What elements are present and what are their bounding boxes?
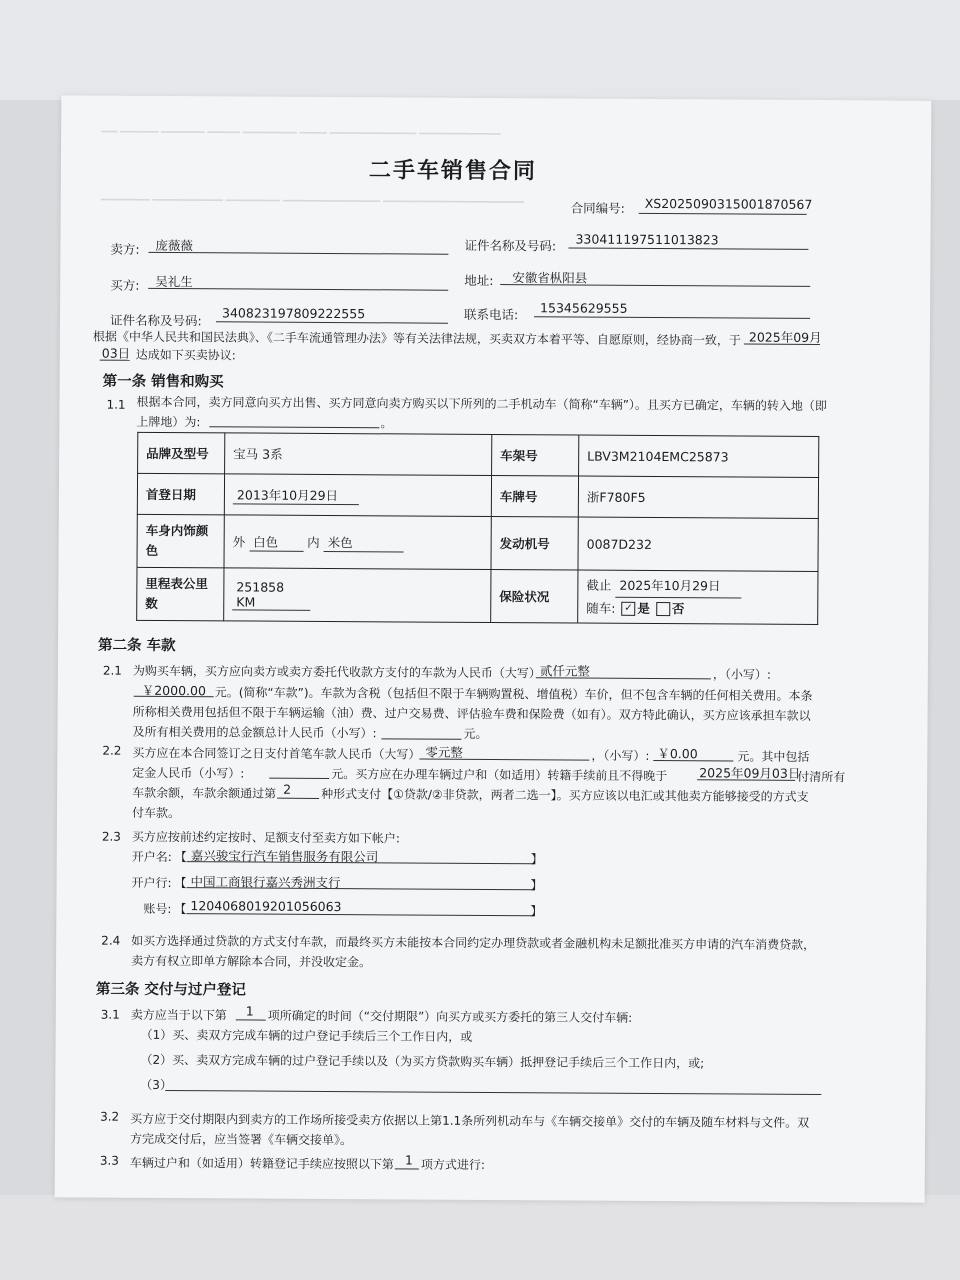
brand-value (225, 433, 492, 476)
clause-1-1-line-1: 根据本合同，卖方同意向买方出售、买方同意向卖方购买以下所列的二手机动车（简称“车辆”）。且买方已确定，车辆的转入地（即 (136, 394, 827, 414)
bleed-through-text: ━━━━━━━━━ ━━━━━━━━━━━━━ ━━━━━━━━━━ ━━━━━━━━━━━━━━━━━━ ━━━━━━━━━━━━━━━━━━━━━━━━━━ (100, 195, 525, 209)
plate: 浙F780F5 (586, 489, 646, 505)
preamble-date-2: 03日 (101, 345, 131, 361)
contract-no: XS2025090315001870567 (644, 195, 813, 212)
brand: 宝马 3系 (233, 446, 283, 462)
clause-3-2-b: 方完成交付后，应当签署《车辆交接单》。 (129, 1131, 353, 1148)
insurance-follow-label: 随车: (586, 600, 616, 616)
payment-way: 2 (283, 781, 292, 797)
color-label (137, 514, 224, 568)
insurance-no-checkbox[interactable] (656, 602, 670, 616)
color-value (224, 515, 491, 570)
vehicle-table (136, 432, 819, 625)
clause-2-1-b: ，（小写）: (712, 667, 771, 682)
clause-2-2-number: 2.2 (102, 743, 122, 758)
insurance-until: 2025年10月29日 (615, 574, 741, 598)
inner-color-label: 内 (307, 534, 320, 550)
account-no-label: 账号: (143, 901, 172, 917)
outer-color: 白色 (249, 532, 303, 551)
clause-2-3-number: 2.3 (101, 829, 121, 844)
clause-2-1-a: 为购买车辆，买方应向卖方或卖方委托代收款方支付的车款为人民币（大写） (132, 663, 541, 681)
first-payment-words: 零元整 (425, 744, 463, 760)
seller-underline (148, 252, 448, 255)
reg-date-label: 首登日期 (137, 473, 224, 515)
table-row (137, 514, 818, 571)
engine: 0087D232 (586, 536, 652, 552)
clause-2-1-number: 2.1 (102, 663, 122, 678)
insurance-label: 保险状况 (491, 569, 578, 623)
clause-2-4-a: 如买方选择通过贷款的方式支付车款，而最终买方未能按本合同约定办理贷款或者金融机构未足额批准买方申请的汽车消费贷款， (131, 933, 816, 952)
seller-label: 卖方: (110, 241, 140, 257)
article-3-heading: 第三条 交付与过户登记 (95, 981, 247, 999)
mileage-label-line-1: 里程表公里 (145, 575, 208, 592)
contract-paper (55, 95, 932, 1202)
engine-label: 发动机号 (491, 516, 578, 570)
clause-3-1-option-1: （1）买、卖双方完成车辆的过户登记手续后三个工作日内，或 (140, 1027, 473, 1044)
clause-2-1-d: 所称相关费用包括但不限于车辆运输（油）费、过户交易费、评估验车费和保险费（如有）。双方特此确认，买方应该承担车款以 (132, 704, 811, 723)
clause-3-3-number: 3.3 (99, 1153, 120, 1168)
clause-2-4-b: 卖方有权立即单方解除本合同，并没收定金。 (131, 953, 372, 970)
clause-2-2-a: 买方应在本合同签订之日支付首笔车款人民币（大写） (132, 745, 421, 762)
color-label-line-2: 色 (145, 542, 159, 558)
seller-id-label: 证件名称及号码: (464, 237, 557, 254)
delivery-item: 1 (245, 1003, 254, 1019)
clause-3-1-option-3: （3） (140, 1077, 173, 1093)
insurance-until-label: 截止 (586, 577, 612, 593)
delivery-item-underline (236, 1019, 266, 1020)
vin-value (579, 435, 819, 477)
insurance-value (578, 570, 818, 624)
clause-2-3-a: 买方应按前述约定按时、足额支付至卖方如下帐户: (131, 829, 400, 846)
table-row (138, 432, 819, 477)
engine-value (578, 517, 818, 571)
transfer-item-underline (395, 1168, 419, 1169)
clause-2-1-e: 及所有相关费用的总金额总计人民币（小写）: (132, 724, 377, 741)
account-name: 嘉兴骏宝行汽车销售服务有限公司 (190, 848, 379, 865)
contract-no-label: 合同编号: (570, 200, 625, 216)
insurance-no-label: 否 (671, 600, 685, 616)
address-label: 地址: (464, 272, 494, 288)
account-bank-bracket-right: 】 (530, 878, 543, 893)
outer-color-label: 外 (232, 533, 246, 549)
clause-2-2-b: ，（小写）: (591, 748, 650, 763)
price-in-words: 贰仟元整 (539, 663, 590, 679)
transfer-place-blank (209, 426, 379, 428)
clause-1-1-end: 。 (380, 416, 393, 431)
clause-3-1-b: 项所确定的时间（“交付期限”）向买方或买方委托的第三人交付车辆: (267, 1008, 633, 1025)
plate-label: 车牌号 (491, 475, 578, 517)
account-name-bracket-left: 【 (174, 850, 187, 865)
reg-date: 2013年10月29日 (233, 485, 359, 505)
address: 安徽省枞阳县 (512, 270, 588, 286)
background-bottom (0, 1195, 960, 1280)
account-bank-label: 开户行: (131, 875, 172, 891)
mileage-label-line-2: 数 (145, 595, 158, 611)
phone-underline (534, 316, 810, 319)
table-row (137, 473, 818, 518)
clause-1-1-line-2: 上牌地）为: (136, 414, 201, 430)
contract-no-underline (639, 213, 807, 215)
reg-date-value (224, 474, 491, 517)
clause-3-1-a: 卖方应当于以下第 (130, 1007, 227, 1023)
phone: 15345629555 (540, 300, 628, 316)
preamble-date-1: 2025年09月 (748, 329, 822, 346)
account-no: 1204068019201056063 (190, 898, 342, 915)
account-no-underline (186, 913, 534, 916)
account-name-bracket-right: 】 (530, 852, 543, 867)
buyer-id-underline (216, 321, 448, 323)
mileage-value (224, 568, 491, 623)
buyer-underline (148, 288, 448, 291)
vin: LBV3M2104EMC25873 (587, 448, 729, 464)
account-bank: 中国工商银行嘉兴秀洲支行 (190, 874, 341, 891)
mileage-label (137, 567, 224, 621)
clause-2-2-g: 车款余额，车款余额通过第 (132, 785, 277, 801)
payment-way-underline (277, 798, 319, 799)
first-payment-amount: ￥0.00 (657, 746, 698, 762)
clause-2-4-number: 2.4 (101, 933, 121, 948)
plate-value (578, 476, 818, 518)
account-bank-bracket-left: 【 (174, 876, 187, 891)
clause-3-3-b: 项方式进行: (420, 1157, 485, 1172)
clause-3-1-option-2: （2）买、卖双方完成车辆的过户登记手续以及（为买方贷款购买车辆）抵押登记手续后三个工作日内，或; (140, 1052, 705, 1071)
seller-id-underline (568, 247, 808, 249)
preamble-line-1: 根据《中华人民共和国民法典》、《二手车流通管理办法》等有关法律法规，买卖双方本着平等、自愿原则，经协商一致，于 (92, 329, 741, 348)
account-no-bracket-left: 【 (174, 902, 187, 917)
clause-3-3-a: 车辆过户和（如适用）转籍登记手续应按照以下第 (129, 1155, 394, 1172)
color-label-line-1: 车身内饰颜 (145, 522, 209, 539)
total-amount-blank (381, 738, 461, 739)
brand-label: 品牌及型号 (138, 432, 225, 474)
clause-3-2-number: 3.2 (100, 1109, 120, 1124)
clause-2-1-f: 元。 (463, 726, 488, 741)
buyer-id-label: 证件名称及号码: (109, 312, 202, 329)
buyer-name: 吴礼生 (155, 273, 193, 290)
balance-due-date: 2025年09月03日 (699, 765, 801, 781)
page-title: 二手车销售合同 (368, 158, 538, 185)
bleed-through-text: ━━━ ━━━━━━━ ━━━━━━━━ ━━━━━━ ━━━━━━━━━━ ━━━━━ ━━━━━━━━━━━━━━━━ ━━━━━━━━━━━━━━━ (101, 127, 501, 141)
insurance-yes-checkbox[interactable]: ✓ (621, 602, 635, 616)
inner-color: 米色 (324, 532, 404, 551)
clause-2-1-c: 元。(简称“车款”)。车款为含税（包括但不限于车辆购置税、增值税）车价，但不包含车辆的任何相关费用。本条 (214, 685, 813, 703)
deposit-blank (269, 778, 329, 779)
buyer-label: 买方: (110, 277, 140, 293)
clause-2-2-h: 种形式支付【①贷款/②非贷款，两者二选一】。买方应该以电汇或其他卖方能够接受的方式支 (321, 786, 809, 804)
mileage: 251858 KM (232, 579, 310, 610)
clause-3-2-a: 买方应于交付期限内到卖方的工作场所接受卖方依据以上第1.1条所列机动车与《车辆交接单》交付的车辆及随车材料与文件。双 (130, 1111, 810, 1130)
clause-1-1-number: 1.1 (106, 397, 126, 412)
seller-id: 330411197511013823 (575, 231, 719, 248)
preamble-line-2: 达成如下买卖协议: (135, 347, 236, 363)
insurance-yes-label: 是 (637, 600, 651, 616)
price-amount: ￥2000.00 (141, 682, 206, 699)
transfer-item: 1 (404, 1152, 413, 1168)
article-2-heading: 第二条 车款 (97, 637, 176, 655)
clause-2-2-i: 付车款。 (131, 805, 181, 821)
preamble-date2-underline (100, 360, 130, 361)
clause-2-2-f: 付清所有 (797, 769, 846, 785)
table-row (137, 567, 818, 624)
clause-2-2-d: 定金人民币（小写）: (132, 765, 245, 781)
vin-label: 车架号 (492, 434, 579, 476)
buyer-id: 340823197809222555 (222, 305, 366, 322)
article-1-heading: 第一条 销售和购买 (102, 373, 224, 391)
account-name-label: 开户名: (131, 849, 172, 865)
phone-label: 联系电话: (463, 306, 519, 323)
clause-2-2-e: 元。买方应在办理车辆过户和（如适用）转籍手续前且不得晚于 (331, 767, 668, 784)
option-3-blank (165, 1090, 821, 1095)
account-no-bracket-right: 】 (530, 904, 543, 919)
clause-3-1-number: 3.1 (100, 1007, 120, 1022)
seller-name: 庞薇薇 (155, 237, 194, 254)
background-top (0, 0, 960, 100)
clause-2-2-c: 元。其中包括 (737, 749, 810, 764)
